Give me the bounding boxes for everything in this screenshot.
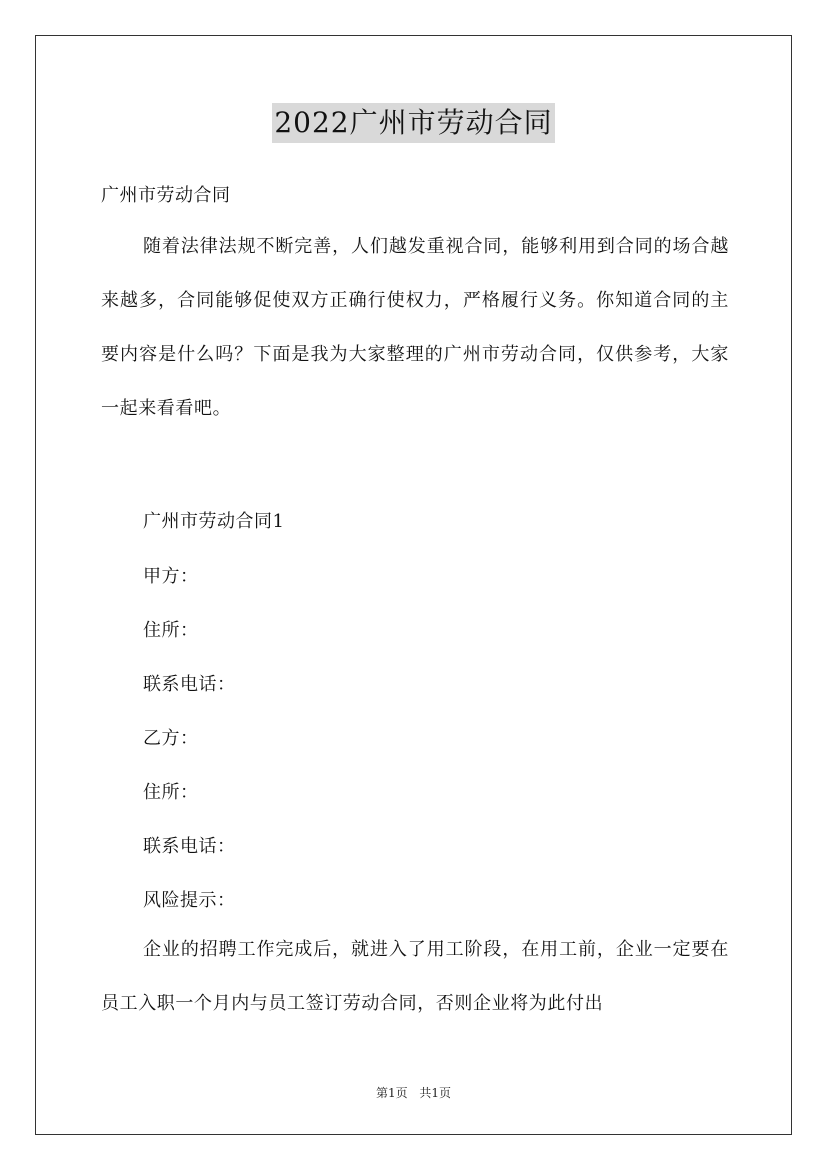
party-a-phone-label: 联系电话：: [143, 674, 236, 695]
page-footer: [0, 1084, 827, 1101]
page-total: 共1页: [419, 1086, 452, 1100]
section-heading: 广州市劳动合同1: [143, 511, 285, 532]
risk-paragraph: 企业的招聘工作完成后，就进入了用工阶段，在用工前，企业一定要在员工入职一个月内与员工签订劳动合同，否则企业将为此付出: [101, 939, 729, 1014]
risk-label: 风险提示：: [143, 890, 236, 911]
document-title: 2022广州市劳动合同: [272, 103, 554, 143]
page-current: 第1页: [375, 1086, 408, 1100]
document-subtitle: 广州市劳动合同: [101, 185, 231, 206]
intro-paragraph: 随着法律法规不断完善，人们越发重视合同，能够利用到合同的场合越来越多，合同能够促使双方正确行使权力，严格履行义务。你知道合同的主要内容是什么吗？下面是我为大家整理的广州市劳动合同，仅供参考，大家一起来看看吧。: [101, 236, 729, 419]
party-b-address-label: 住所：: [143, 782, 199, 803]
title-container: [0, 103, 827, 143]
party-b-phone-label: 联系电话：: [143, 836, 236, 857]
party-a-address-label: 住所：: [143, 620, 199, 641]
party-a-label: 甲方：: [143, 566, 199, 587]
party-b-label: 乙方：: [143, 728, 199, 749]
